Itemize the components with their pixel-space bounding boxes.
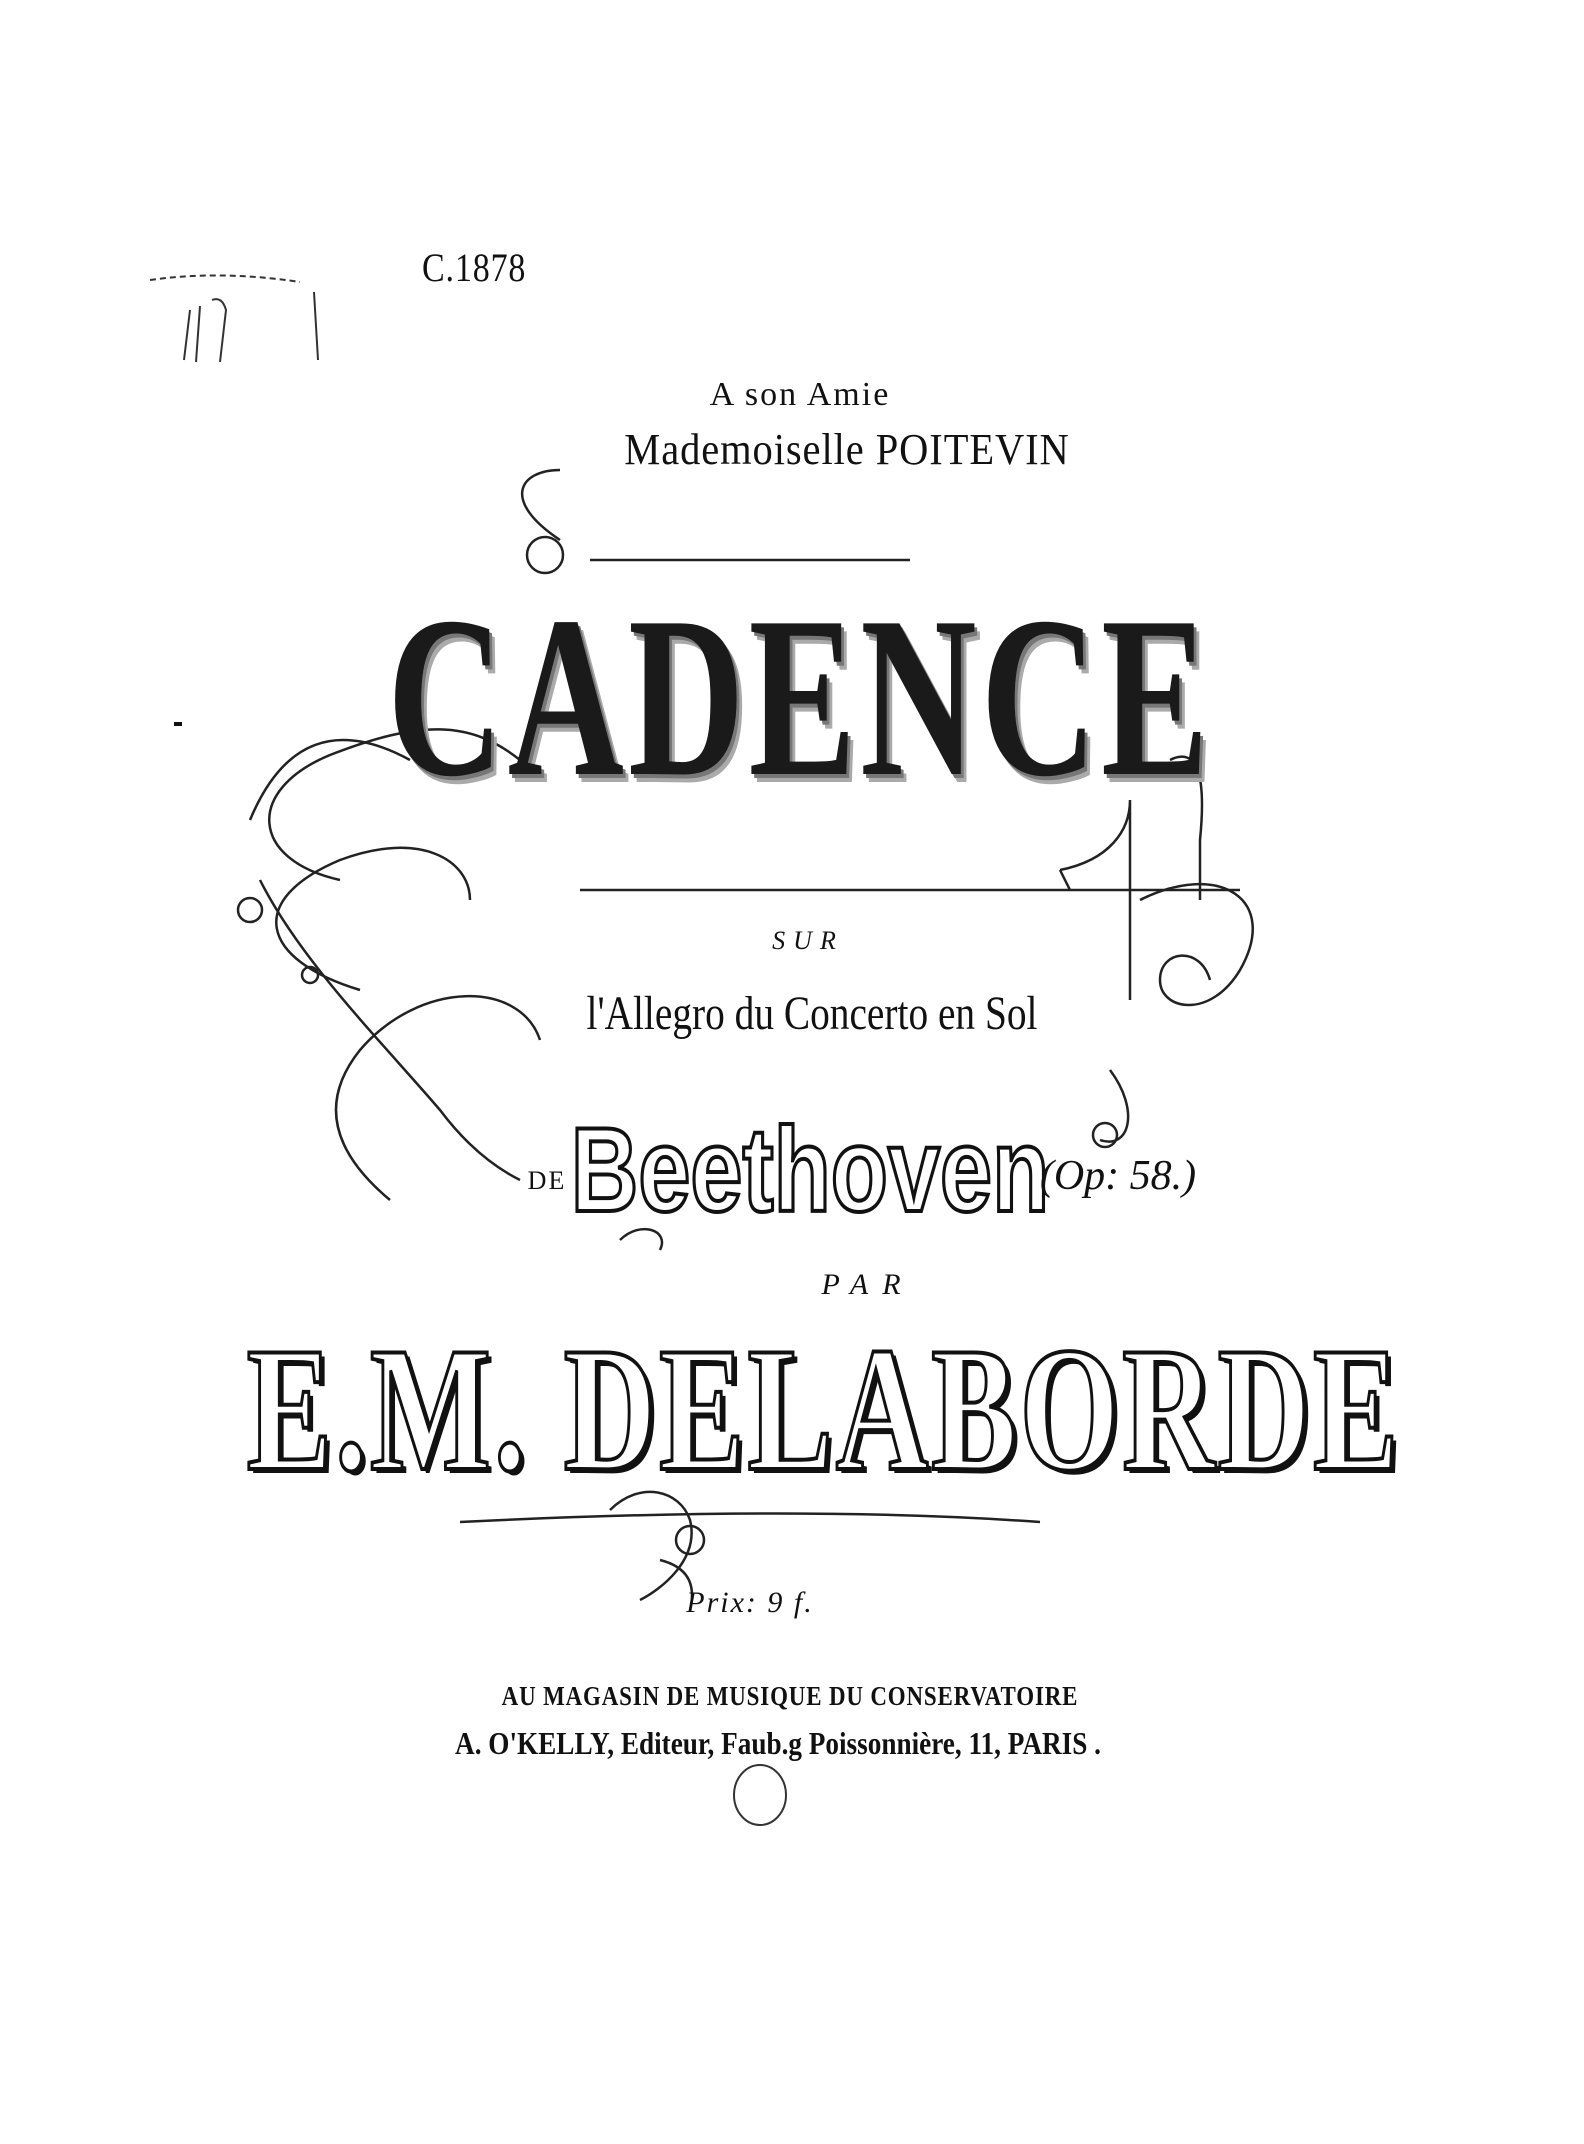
composer-name: Beethoven [570, 1103, 1050, 1237]
subtitle: l'Allegro du Concerto en Sol [586, 987, 1038, 1040]
main-title: CADENCE [387, 569, 1213, 824]
price: Prix: 9 f. [686, 1586, 814, 1619]
publisher-line-1: AU MAGASIN DE MUSIQUE DU CONSERVATOIRE [501, 1681, 1079, 1711]
margin-mark [174, 722, 182, 726]
dedication-line-1: A son Amie [709, 376, 891, 413]
opus-number: (Op: 58.) [1039, 1153, 1197, 1199]
catalog-number: C.1878 [422, 245, 527, 290]
sur-label: SUR [772, 926, 844, 955]
library-seal [734, 1765, 786, 1825]
de-label: DE [527, 1166, 567, 1195]
dedication-line-2: Mademoiselle POITEVIN [624, 425, 1070, 474]
par-label: PAR [821, 1268, 915, 1301]
arranger-name: E.M. DELABORDE [246, 1310, 1402, 1508]
publisher-line-2: A. O'KELLY, Editeur, Faub.g Poissonnière, 11, PARIS . [455, 1725, 1101, 1761]
library-stamp [150, 275, 318, 362]
